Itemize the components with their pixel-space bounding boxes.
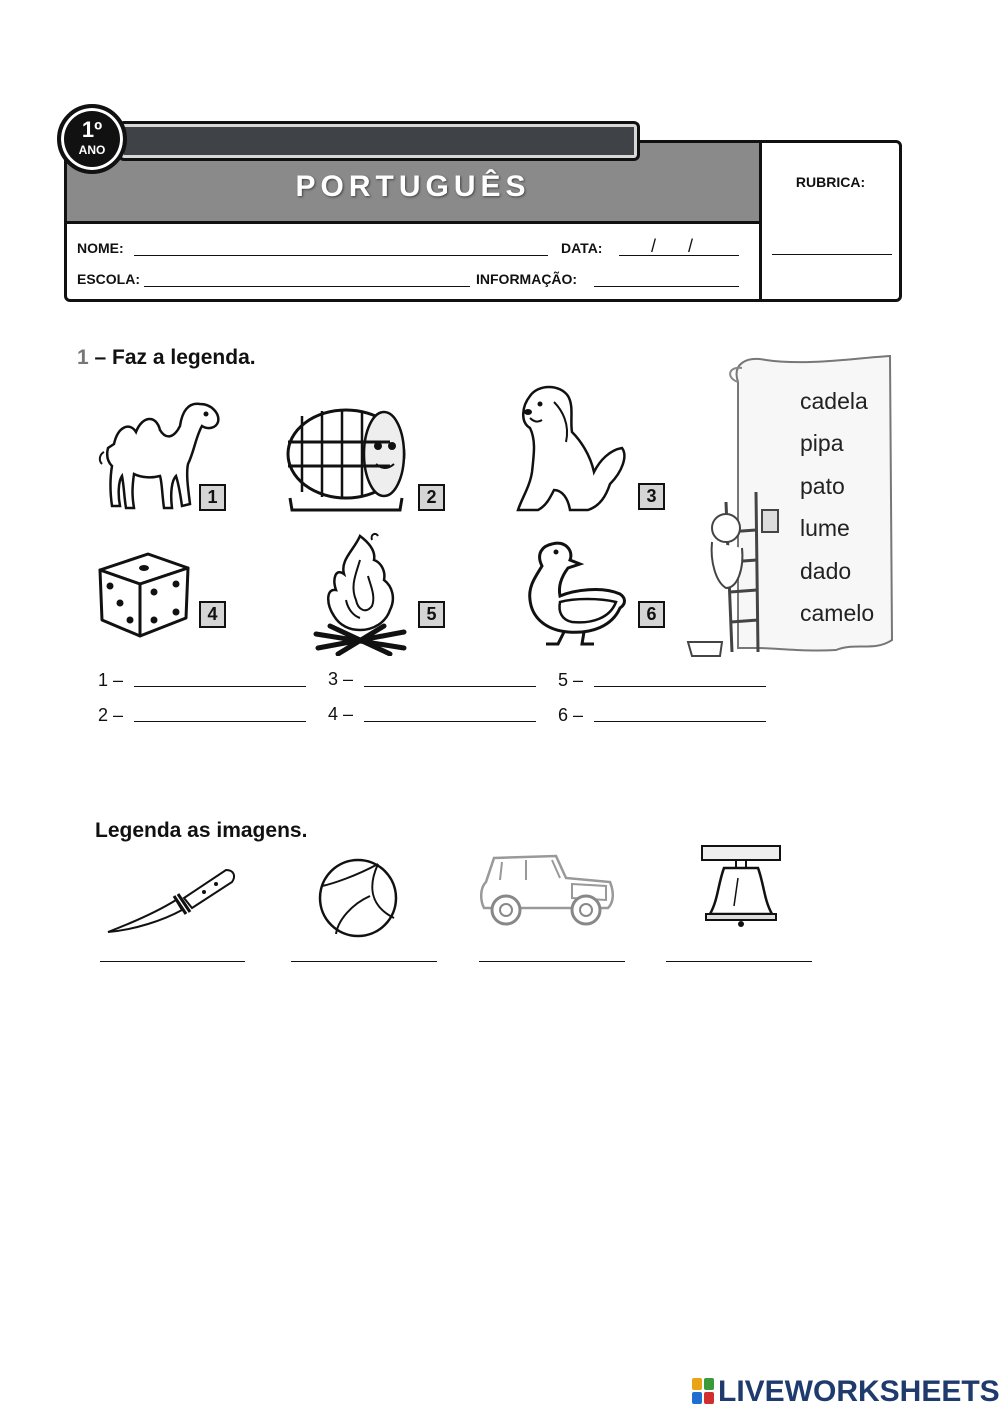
- answer-label-5: 5 –: [558, 670, 584, 690]
- exercise-1-instruction: – Faz a legenda.: [94, 346, 256, 369]
- picture-number-6: 6: [638, 601, 665, 628]
- logo-square: [692, 1392, 702, 1404]
- jeep-icon: [476, 852, 618, 928]
- dice-icon: [96, 548, 192, 640]
- grade-badge: [57, 104, 127, 174]
- bell-icon: [698, 838, 784, 928]
- date-label: DATA:: [561, 240, 603, 256]
- name-label: NOME:: [77, 240, 124, 256]
- exercise-1-title: [77, 346, 256, 370]
- school-field[interactable]: [144, 286, 470, 287]
- word-bank-item[interactable]: dado: [800, 557, 852, 584]
- answer-field-6[interactable]: [594, 721, 766, 722]
- answer-label-1: 1 –: [98, 670, 124, 690]
- word-bank-item[interactable]: camelo: [800, 600, 875, 627]
- picture-number-1: 1: [199, 484, 226, 511]
- answer-label-4: 4 –: [328, 704, 354, 724]
- word-bank-item[interactable]: cadela: [800, 388, 868, 414]
- school-label: ESCOLA:: [77, 271, 140, 287]
- name-field[interactable]: [134, 255, 548, 256]
- date-field[interactable]: [619, 255, 739, 256]
- info-label: INFORMAÇÃO:: [476, 271, 578, 287]
- logo-square: [704, 1378, 714, 1390]
- word-bank-item[interactable]: lume: [800, 515, 850, 542]
- answer-label-6: 6 –: [558, 705, 584, 725]
- picture-number-5: 5: [418, 601, 445, 628]
- rubric-divider: [759, 143, 762, 299]
- logo-square: [704, 1392, 714, 1404]
- info-field[interactable]: [594, 286, 739, 287]
- exercise-2-title: Legenda as imagens.: [95, 819, 308, 842]
- grade-label: ANO: [78, 143, 106, 157]
- answer-field-4[interactable]: [364, 721, 536, 722]
- date-separator-2: /: [688, 236, 694, 256]
- date-separator-1: /: [651, 236, 657, 256]
- ball-icon: [316, 856, 400, 940]
- word-bank-item[interactable]: pipa: [800, 430, 844, 457]
- word-bank-item[interactable]: pato: [800, 472, 845, 499]
- logo-square: [692, 1378, 702, 1390]
- barrel-icon: [282, 402, 410, 512]
- header-dark-bar: [118, 121, 640, 161]
- picture-number-2: 2: [418, 484, 445, 511]
- duck-icon: [522, 536, 632, 648]
- answer-field-5[interactable]: [594, 686, 766, 687]
- liveworksheets-logo: LIVEWORKSHEETS: [718, 1375, 1000, 1408]
- answer-field-3[interactable]: [364, 686, 536, 687]
- image-answer-field-3[interactable]: [479, 961, 625, 962]
- answer-label-3: 3 –: [328, 669, 354, 689]
- image-answer-field-2[interactable]: [291, 961, 437, 962]
- subject-title: PORTUGUÊS: [295, 170, 531, 203]
- image-answer-field-1[interactable]: [100, 961, 245, 962]
- knife-icon: [104, 866, 238, 936]
- answer-field-1[interactable]: [134, 686, 306, 687]
- dog-icon: [510, 380, 634, 516]
- picture-number-4: 4: [199, 601, 226, 628]
- liveworksheets-logo-icon: [692, 1378, 714, 1404]
- image-answer-field-4[interactable]: [666, 961, 812, 962]
- answer-label-2: 2 –: [98, 705, 124, 725]
- answer-field-2[interactable]: [134, 721, 306, 722]
- picture-number-3: 3: [638, 483, 665, 510]
- fire-icon: [310, 530, 410, 656]
- rubric-signature-line[interactable]: [772, 254, 892, 255]
- exercise-1-number: 1: [77, 346, 89, 369]
- grade-number: 1º: [81, 117, 103, 142]
- word-bank: [800, 380, 874, 634]
- rubric-label: RUBRICA:: [795, 174, 866, 190]
